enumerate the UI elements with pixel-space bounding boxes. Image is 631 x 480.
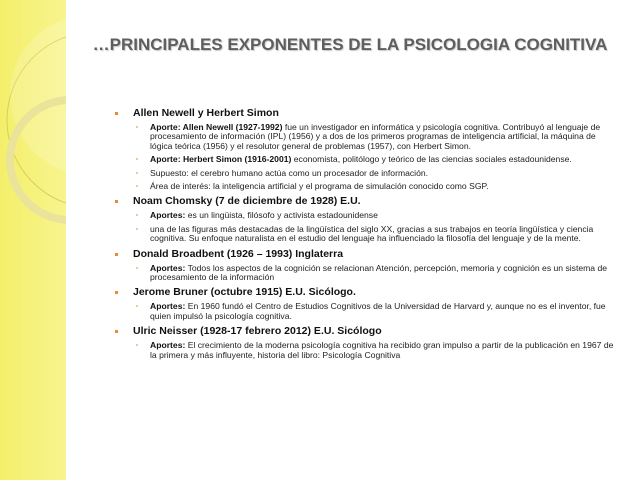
- section: [112, 286, 617, 321]
- list-item: [112, 182, 617, 191]
- item-bold: Aporte: Herbert Simon (1916-2001): [150, 154, 292, 165]
- bullet-icon: [115, 253, 118, 256]
- sub-bullet-icon: [136, 158, 138, 160]
- circles-decoration-icon: [0, 0, 66, 480]
- slide-content: [112, 107, 617, 364]
- section: [112, 325, 617, 360]
- bullet-icon: [115, 200, 118, 203]
- section: [112, 107, 617, 191]
- item-text: En 1960 fundó el Centro de Estudios Cognitivos de la Universidad de Harvard y, aunque no es el inventor, fue quien impulsó la psicología cognitiva.: [150, 301, 606, 321]
- list-item: [112, 169, 617, 178]
- bullet-icon: [115, 112, 118, 115]
- section-heading: [112, 107, 617, 120]
- section-heading: [112, 195, 617, 208]
- item-text: fue un investigador en informática y psicología cognitiva. Contribuyó al lenguaje de procesamiento de información (IPL) (1956) y a dos de los primeros programas de inteligencia artificial, la máquina de lógica teórica (1956) y el resolutor general de problemas (1957), con Herbert Simon.: [150, 122, 601, 151]
- item-bold: Aporte: Allen Newell (1927-1992): [150, 122, 283, 132]
- list-item: [112, 302, 617, 321]
- list-item: [112, 225, 617, 244]
- section-heading: [112, 325, 617, 338]
- item-text: es un lingüista, filósofo y activista estadounidense: [185, 210, 378, 221]
- sub-bullet-icon: [136, 228, 138, 230]
- bullet-icon: [115, 330, 118, 333]
- slide-title: …PRINCIPALES EXPONENTES DE LA PSICOLOGIA COGNITIVA: [92, 35, 608, 54]
- sub-bullet-icon: [136, 126, 138, 128]
- bullet-icon: [115, 291, 118, 294]
- section: [112, 195, 617, 243]
- heading-text: Jerome Bruner (octubre 1915) E.U. Sicólogo.: [133, 286, 356, 299]
- item-text: Área de interés: la inteligencia artificial y el programa de simulación conocido como SGP.: [150, 181, 489, 192]
- decorative-side-strip: [0, 0, 66, 480]
- item-text: una de las figuras más destacadas de la lingüística del siglo XX, gracias a sus trabajos en teoría lingüística y ciencia cognitiva. Su enfoque naturalista en el estudio del lenguaje ha influenciado la filosofía del lenguaje y de la mente.: [150, 223, 594, 244]
- item-text: Supuesto: el cerebro humano actúa como un procesador de información.: [150, 167, 429, 178]
- sub-bullet-icon: [136, 267, 138, 269]
- heading-text: Donald Broadbent (1926 – 1993) Inglaterra: [133, 247, 344, 260]
- section-heading: [112, 248, 617, 261]
- list-item: [112, 264, 617, 283]
- item-bold: Aportes:: [150, 340, 186, 351]
- item-bold: Aportes:: [150, 210, 186, 221]
- sub-bullet-icon: [136, 185, 138, 187]
- item-bold: Aportes:: [150, 262, 186, 273]
- heading-text: Allen Newell y Herbert Simon: [133, 107, 279, 119]
- sub-bullet-icon: [136, 305, 138, 307]
- sub-bullet-icon: [136, 172, 138, 174]
- sub-bullet-icon: [136, 214, 138, 216]
- item-bold: Aportes:: [150, 301, 186, 312]
- section-heading: [112, 286, 617, 299]
- item-text: El crecimiento de la moderna psicología cognitiva ha recibido gran impulso a partir de la publicación en 1967 de la primera y más influyente, historia del libro: Psicología Cognitiva: [150, 340, 614, 360]
- list-item: [112, 211, 617, 220]
- list-item: [112, 341, 617, 360]
- item-text: Todos los aspectos de la cognición se relacionan Atención, percepción, memoria y cognición es un sistema de procesamiento de la información: [150, 262, 607, 283]
- item-text: economista, politólogo y teórico de las ciencias sociales estadounidense.: [291, 154, 572, 165]
- heading-text: Noam Chomsky (7 de diciembre de 1928) E.U.: [133, 195, 361, 208]
- list-item: [112, 155, 617, 164]
- heading-text: Ulric Neisser (1928-17 febrero 2012) E.U. Sicólogo: [133, 325, 382, 338]
- list-item: [112, 123, 617, 151]
- sub-bullet-icon: [136, 344, 138, 346]
- section: [112, 248, 617, 283]
